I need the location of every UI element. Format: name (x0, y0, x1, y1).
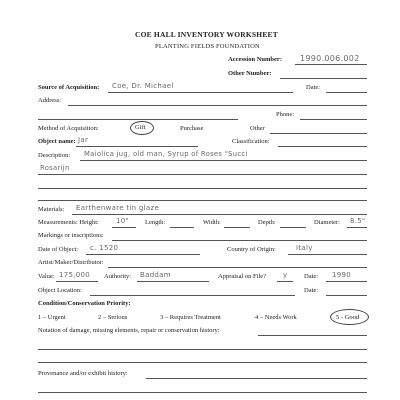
date-of-object-line (86, 254, 200, 255)
location-date-label: Date: (304, 287, 319, 294)
condition-option-4[interactable]: 4 – Needs Work (255, 314, 297, 321)
appraisal-value[interactable]: y (283, 271, 288, 279)
description-line-1 (80, 160, 367, 161)
description-label: Description: (38, 152, 71, 159)
appraisal-label: Appraisal on File? (218, 273, 267, 280)
authority-value[interactable]: Baddam (140, 271, 171, 279)
artist-line[interactable] (108, 267, 367, 268)
country-value[interactable]: Italy (296, 244, 313, 252)
notation-line-3[interactable] (38, 362, 367, 363)
object-location-label: Object Location: (38, 287, 82, 294)
notation-line-1[interactable] (258, 335, 367, 336)
accession-number-label: Accession Number: (228, 56, 282, 63)
source-label: Source of Acquisition: (38, 84, 100, 91)
method-label: Method of Acquisition: (38, 125, 99, 132)
appraisal-date-label: Date: (304, 273, 319, 280)
country-line (288, 254, 367, 255)
method-other[interactable]: Other (250, 125, 265, 132)
value-label: Value: (38, 273, 55, 280)
depth-label: Depth: (258, 219, 276, 226)
artist-label: Artist/Maker/Distributor: (38, 259, 104, 266)
condition-heading: Condition/Conservation Priority: (38, 300, 131, 307)
date-of-object-value[interactable]: c. 1520 (90, 244, 119, 252)
length-line[interactable] (170, 227, 194, 228)
height-value[interactable]: 10" (116, 217, 130, 225)
authority-line (137, 281, 209, 282)
provenance-line-1[interactable] (146, 378, 367, 379)
description-line-4[interactable] (38, 200, 367, 201)
object-name-line (76, 146, 198, 147)
source-date-label: Date: (306, 84, 321, 91)
accession-number-value[interactable]: 1990.006.002 (300, 54, 360, 63)
diameter-line (347, 227, 367, 228)
classification-label: Classification: (232, 138, 270, 145)
depth-line[interactable] (280, 227, 306, 228)
object-name-label: Object name: (38, 138, 76, 145)
markings-label: Markings or inscriptions: (38, 232, 104, 239)
accession-number-line (295, 64, 367, 65)
height-line (112, 227, 136, 228)
provenance-line-2[interactable] (38, 392, 367, 393)
phone-line[interactable] (300, 119, 367, 120)
country-label: Country of Origin: (227, 246, 276, 253)
materials-label: Materials: (38, 206, 65, 213)
page-subtitle: PLANTING FIELDS FOUNDATION (155, 43, 260, 50)
materials-value[interactable]: Earthenware tin glaze (76, 204, 160, 212)
object-name-value[interactable]: Jar (78, 136, 89, 144)
object-location-line[interactable] (90, 295, 295, 296)
provenance-label: Provenance and/or exhibit history: (38, 370, 128, 377)
markings-line[interactable] (112, 240, 367, 241)
classification-line[interactable] (278, 146, 367, 147)
diameter-value[interactable]: 8.5" (350, 217, 366, 225)
address-label: Address: (38, 97, 62, 104)
authority-label: Authority: (104, 273, 132, 280)
location-date-line[interactable] (326, 295, 367, 296)
condition-option-1[interactable]: 1 – Urgent (38, 314, 66, 321)
appraisal-date-line (326, 281, 367, 282)
value-line (56, 281, 98, 282)
notation-label: Notation of damage, missing elements, repair or conservation history: (38, 327, 220, 334)
source-value[interactable]: Coe, Dr. Michael (112, 82, 174, 90)
condition-option-5[interactable]: 5 - Good (336, 314, 360, 321)
notation-line-2[interactable] (38, 349, 367, 350)
description-line-2 (38, 174, 367, 175)
other-number-label: Other Number: (228, 70, 272, 77)
method-other-line[interactable] (270, 133, 367, 134)
length-label: Length: (145, 219, 166, 226)
other-number-line[interactable] (280, 78, 367, 79)
address-line-2[interactable] (38, 119, 238, 120)
description-value-line1[interactable]: Maiolica jug, old man, Syrup of Roses "Succi (84, 150, 248, 158)
condition-option-3[interactable]: 3 – Requires Treatment (160, 314, 221, 321)
description-value-line2[interactable]: Rosarijn (40, 164, 70, 172)
source-line (108, 92, 293, 93)
date-of-object-label: Date of Object: (38, 246, 79, 253)
appraisal-date-value[interactable]: 1990 (332, 271, 352, 279)
source-date-line[interactable] (326, 92, 367, 93)
measurements-label: Measurements: Height: (38, 219, 99, 226)
description-line-3[interactable] (38, 188, 367, 189)
page-title: COE HALL INVENTORY WORKSHEET (135, 30, 278, 39)
appraisal-line (277, 281, 293, 282)
phone-label: Phone: (276, 111, 295, 118)
materials-line (72, 214, 367, 215)
width-label: Width: (203, 219, 221, 226)
method-gift[interactable]: Gift (135, 124, 146, 131)
value-value[interactable]: 175,000 (59, 271, 91, 279)
condition-option-2[interactable]: 2 – Serious (98, 314, 128, 321)
method-purchase[interactable]: Purchase (180, 125, 204, 132)
width-line[interactable] (224, 227, 250, 228)
address-line-1[interactable] (68, 105, 367, 106)
diameter-label: Diameter: (314, 219, 340, 226)
